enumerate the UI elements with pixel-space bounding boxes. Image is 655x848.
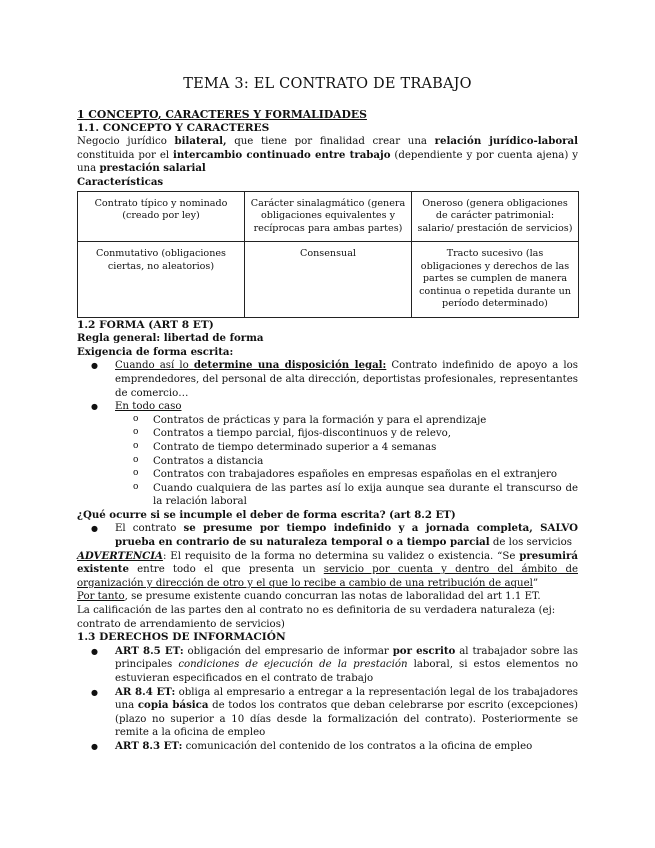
text-run: laboral, si estos elementos no estuvieran especificados en el contrato de trabajo <box>115 659 578 684</box>
text-run: : El requisito de la forma no determina su validez o existencia. “Se <box>162 550 520 562</box>
bold-run: por escrito <box>392 644 456 657</box>
underlined-bold-run: determine una disposición legal: <box>193 359 387 372</box>
underlined-run: servicio por cuenta y dentro del ámbito de organización y dirección de otro y el que lo recibe a cambio de una retribución de aquel <box>77 564 578 589</box>
bold-run: ART 8.5 ET: <box>115 644 184 657</box>
subsection-heading-1-2: 1.2 FORMA (ART 8 ET) <box>77 318 214 331</box>
text-run: (dependiente y por cuenta ajena) y una <box>77 149 578 175</box>
text-run: comunicación del contenido de los contratos a la oficina de empleo <box>182 740 533 752</box>
italic-run: condiciones de ejecución de la prestación <box>178 659 408 671</box>
forma-escrita-list <box>77 359 578 509</box>
derechos-list <box>77 645 578 754</box>
text-run: Contrato indefinido de apoyo a los emprendedores, del personal de alta dirección, deportistas profesionales, representantes de comercio… <box>115 360 578 399</box>
advertencia-label: ADVERTENCIA <box>77 549 163 562</box>
text-run: ” <box>532 577 539 589</box>
bold-run: AR 8.4 ET: <box>115 685 176 698</box>
bold-run: bilateral, <box>174 135 227 148</box>
sub-list-item: o Contratos a tiempo parcial, fijos-discontinuos y de relevo, <box>153 427 578 441</box>
document-body <box>77 108 578 754</box>
list-item <box>115 522 578 549</box>
text-run: obliga al empresario a entregar a la representación legal de los trabajadores una <box>115 686 578 712</box>
list-item <box>115 740 578 754</box>
text-run: Negocio jurídico <box>77 136 175 148</box>
table-cell: Tracto sucesivo (las obligaciones y derechos de las partes se cumplen de manera continua o repetida durante un período determinado) <box>412 242 579 318</box>
bold-run: prestación salarial <box>99 162 206 175</box>
question-list <box>77 522 578 549</box>
sub-list-item: o Contratos de prácticas y para la formación y para el aprendizaje <box>153 414 578 428</box>
advertencia-paragraph <box>77 550 578 591</box>
underlined-run: En todo caso <box>115 401 182 413</box>
subsection-heading-1-3: 1.3 DERECHOS DE INFORMACIÓN <box>77 631 286 644</box>
text-run: entre todo el que presenta un <box>128 564 324 576</box>
text-run: , se presume existente cuando concurran las notas de laboralidad del art 1.1 ET. <box>124 591 541 603</box>
regla-general: Regla general: libertad de forma <box>77 332 264 345</box>
sub-list <box>115 414 578 509</box>
text-run: de todos los contratos que deban celebrarse por escrito (excepciones) (plazo no superior a 10 días desde la formalización del contrato). Posteriormente se remite a la oficina de empleo <box>115 700 578 739</box>
question-heading: ¿Qué ocurre si se incumple el deber de forma escrita? (art 8.2 ET) <box>77 508 456 521</box>
text-run: El contrato <box>115 523 184 535</box>
text-run: constituida por el <box>77 149 174 161</box>
definition-paragraph <box>77 135 578 176</box>
underlined-run: Cuando así lo <box>115 360 194 372</box>
sub-list-item: o Contratos a distancia <box>153 455 578 469</box>
list-item <box>115 645 578 686</box>
document-title: TEMA 3: EL CONTRATO DE TRABAJO <box>183 76 472 92</box>
section-heading-1: 1 CONCEPTO, CARACTERES Y FORMALIDADES <box>77 108 367 121</box>
caracteristicas-label: Características <box>77 175 164 188</box>
calificacion-paragraph: La calificación de las partes den al contrato no es definitoria de su verdadera naturaleza (ej: contrato de arrendamiento de servicios) <box>77 605 556 630</box>
table-cell: Oneroso (genera obligaciones de carácter patrimonial: salario/ prestación de servicios) <box>412 191 579 242</box>
list-item <box>115 400 578 509</box>
table-cell: Consensual <box>245 242 412 318</box>
table-row <box>78 242 579 318</box>
text-run: de los servicios <box>489 537 573 549</box>
sub-list-item: o Cuando cualquiera de las partes así lo exija aunque sea durante el transcurso de la relación laboral <box>153 482 578 509</box>
bold-run: se presume por tiempo indefinido y a jornada completa, SALVO prueba en contrario de su naturaleza temporal o a tiempo parcial <box>115 522 578 549</box>
table-row <box>78 191 579 242</box>
list-item <box>115 359 578 400</box>
bold-run: relación jurídico-laboral <box>434 135 578 148</box>
list-item <box>115 686 578 740</box>
characteristics-table <box>77 191 579 318</box>
exigencia-label: Exigencia de forma escrita: <box>77 345 234 358</box>
underlined-run: Por tanto <box>77 591 125 603</box>
table-cell: Carácter sinalagmático (genera obligaciones equivalentes y recíprocas para ambas partes) <box>245 191 412 242</box>
bold-run: intercambio continuado entre trabajo <box>173 148 391 161</box>
text-run: al trabajador sobre las principales <box>115 645 578 671</box>
bold-run: copia básica <box>137 699 209 712</box>
table-cell: Contrato típico y nominado (creado por ley) <box>78 191 245 242</box>
sub-list-item: o Contratos con trabajadores españoles en empresas españolas en el extranjero <box>153 468 578 482</box>
subsection-heading-1-1: 1.1. CONCEPTO Y CARACTERES <box>77 121 270 134</box>
text-run: que tiene por finalidad crear una <box>226 136 435 148</box>
bold-run: presumirá existente <box>77 549 578 576</box>
bold-run: ART 8.3 ET: <box>115 739 183 752</box>
sub-list-item: o Contrato de tiempo determinado superior a 4 semanas <box>153 441 578 455</box>
text-run: obligación del empresario de informar <box>183 645 393 657</box>
por-tanto-paragraph <box>77 590 578 604</box>
table-cell: Conmutativo (obligaciones ciertas, no aleatorios) <box>78 242 245 318</box>
